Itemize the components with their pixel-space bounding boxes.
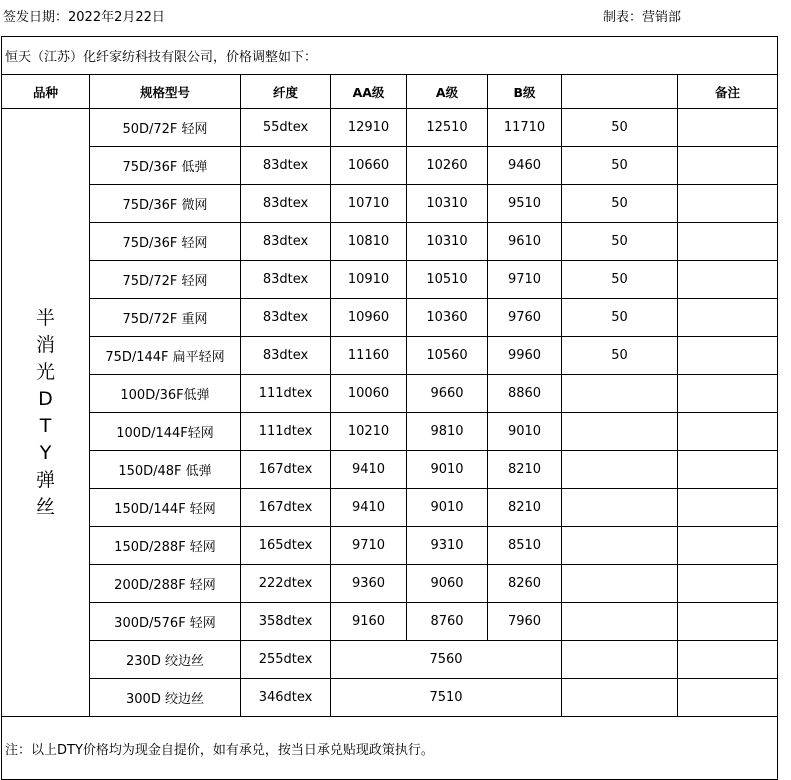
denier-cell: 83dtex xyxy=(241,147,331,185)
b-price-cell: 9760 xyxy=(488,299,562,337)
b-price-cell: 9710 xyxy=(488,261,562,299)
a-price-cell: 10560 xyxy=(407,337,488,375)
b-price-cell: 8260 xyxy=(488,565,562,603)
aa-price-cell: 10910 xyxy=(331,261,407,299)
a-price-cell: 12510 xyxy=(407,109,488,147)
extra-cell: 50 xyxy=(562,147,678,185)
header-variety: 品种 xyxy=(2,75,90,109)
extra-cell: 50 xyxy=(562,185,678,223)
issue-date: 签发日期：2022年2月22日 xyxy=(3,10,165,25)
denier-cell: 83dtex xyxy=(241,223,331,261)
spec-cell: 150D/144F 轻网 xyxy=(90,489,241,527)
aa-price-cell: 9410 xyxy=(331,489,407,527)
b-price-cell: 8210 xyxy=(488,489,562,527)
remark-cell xyxy=(678,527,778,565)
header-a: A级 xyxy=(407,75,488,109)
denier-cell: 111dtex xyxy=(241,413,331,451)
denier-cell: 83dtex xyxy=(241,185,331,223)
price-table xyxy=(1,36,778,780)
aa-price-cell: 10060 xyxy=(331,375,407,413)
category-char: 弹 xyxy=(35,468,55,491)
header-b: B级 xyxy=(488,75,562,109)
spec-cell: 75D/144F 扁平轻网 xyxy=(90,337,241,375)
remark-cell xyxy=(678,565,778,603)
remark-cell xyxy=(678,451,778,489)
aa-price-cell: 9710 xyxy=(331,527,407,565)
denier-cell: 83dtex xyxy=(241,299,331,337)
remark-cell xyxy=(678,603,778,641)
b-price-cell: 8510 xyxy=(488,527,562,565)
remark-cell xyxy=(678,109,778,147)
table-row xyxy=(2,375,778,413)
spec-cell: 150D/48F 低弹 xyxy=(90,451,241,489)
table-row xyxy=(2,641,778,679)
table-row xyxy=(2,527,778,565)
a-price-cell: 9060 xyxy=(407,565,488,603)
a-price-cell: 9660 xyxy=(407,375,488,413)
remark-cell xyxy=(678,337,778,375)
extra-cell: 50 xyxy=(562,337,678,375)
prepared-by: 制表：营销部 xyxy=(603,10,682,25)
remark-cell xyxy=(678,375,778,413)
aa-price-cell: 10960 xyxy=(331,299,407,337)
table-row xyxy=(2,185,778,223)
table-row xyxy=(2,337,778,375)
intro-text: 恒天（江苏）化纤家纺科技有限公司，价格调整如下： xyxy=(2,37,778,75)
denier-cell: 83dtex xyxy=(241,261,331,299)
remark-cell xyxy=(678,679,778,717)
spec-cell: 150D/288F 轻网 xyxy=(90,527,241,565)
extra-cell: 50 xyxy=(562,223,678,261)
extra-cell xyxy=(562,527,678,565)
extra-cell: 50 xyxy=(562,261,678,299)
header-aa: AA级 xyxy=(331,75,407,109)
table-row xyxy=(2,299,778,337)
extra-cell: 50 xyxy=(562,299,678,337)
table-row xyxy=(2,223,778,261)
a-price-cell: 10510 xyxy=(407,261,488,299)
b-price-cell: 8210 xyxy=(488,451,562,489)
table-row xyxy=(2,147,778,185)
remark-cell xyxy=(678,489,778,527)
a-price-cell: 8760 xyxy=(407,603,488,641)
aa-price-cell: 10810 xyxy=(331,223,407,261)
a-price-cell: 9010 xyxy=(407,489,488,527)
extra-cell xyxy=(562,489,678,527)
header-spec: 规格型号 xyxy=(90,75,241,109)
category-char: Y xyxy=(39,441,52,464)
header-extra xyxy=(562,75,678,109)
remark-cell xyxy=(678,147,778,185)
category-char: 消 xyxy=(35,333,55,356)
category-char: 半 xyxy=(35,306,55,329)
table-row xyxy=(2,489,778,527)
b-price-cell: 8860 xyxy=(488,375,562,413)
b-price-cell: 11710 xyxy=(488,109,562,147)
spec-cell: 230D 绞边丝 xyxy=(90,641,241,679)
extra-cell xyxy=(562,451,678,489)
extra-cell: 50 xyxy=(562,109,678,147)
remark-cell xyxy=(678,223,778,261)
merged-price-cell: 7560 xyxy=(331,641,562,679)
extra-cell xyxy=(562,603,678,641)
b-price-cell: 9460 xyxy=(488,147,562,185)
aa-price-cell: 10210 xyxy=(331,413,407,451)
extra-cell xyxy=(562,565,678,603)
aa-price-cell: 9410 xyxy=(331,451,407,489)
denier-cell: 346dtex xyxy=(241,679,331,717)
spec-cell: 75D/36F 低弹 xyxy=(90,147,241,185)
category-char: 丝 xyxy=(35,495,55,518)
footnote: 注：以上DTY价格均为现金自提价，如有承兑，按当日承兑贴现政策执行。 xyxy=(2,717,778,780)
remark-cell xyxy=(678,641,778,679)
a-price-cell: 9310 xyxy=(407,527,488,565)
denier-cell: 165dtex xyxy=(241,527,331,565)
spec-cell: 300D/576F 轻网 xyxy=(90,603,241,641)
a-price-cell: 10310 xyxy=(407,223,488,261)
b-price-cell: 9960 xyxy=(488,337,562,375)
denier-cell: 222dtex xyxy=(241,565,331,603)
spec-cell: 75D/36F 微网 xyxy=(90,185,241,223)
extra-cell xyxy=(562,679,678,717)
spec-cell: 200D/288F 轻网 xyxy=(90,565,241,603)
spec-cell: 50D/72F 轻网 xyxy=(90,109,241,147)
aa-price-cell: 10660 xyxy=(331,147,407,185)
b-price-cell: 9610 xyxy=(488,223,562,261)
category-char: 光 xyxy=(35,360,55,383)
category-cell xyxy=(2,109,90,717)
note-row xyxy=(2,717,778,780)
b-price-cell: 9010 xyxy=(488,413,562,451)
table-row xyxy=(2,109,778,147)
header-remark: 备注 xyxy=(678,75,778,109)
remark-cell xyxy=(678,299,778,337)
spec-cell: 300D 绞边丝 xyxy=(90,679,241,717)
remark-cell xyxy=(678,261,778,299)
table-row xyxy=(2,261,778,299)
aa-price-cell: 9160 xyxy=(331,603,407,641)
a-price-cell: 10260 xyxy=(407,147,488,185)
denier-cell: 167dtex xyxy=(241,451,331,489)
denier-cell: 55dtex xyxy=(241,109,331,147)
denier-cell: 358dtex xyxy=(241,603,331,641)
denier-cell: 255dtex xyxy=(241,641,331,679)
a-price-cell: 10360 xyxy=(407,299,488,337)
category-char: D xyxy=(38,387,53,410)
a-price-cell: 10310 xyxy=(407,185,488,223)
table-row xyxy=(2,451,778,489)
table-row xyxy=(2,413,778,451)
spec-cell: 100D/36F低弹 xyxy=(90,375,241,413)
remark-cell xyxy=(678,413,778,451)
remark-cell xyxy=(678,185,778,223)
spec-cell: 75D/36F 轻网 xyxy=(90,223,241,261)
spec-cell: 75D/72F 轻网 xyxy=(90,261,241,299)
aa-price-cell: 12910 xyxy=(331,109,407,147)
aa-price-cell: 11160 xyxy=(331,337,407,375)
extra-cell xyxy=(562,413,678,451)
a-price-cell: 9810 xyxy=(407,413,488,451)
table-row xyxy=(2,603,778,641)
header-row xyxy=(2,75,778,109)
spec-cell: 75D/72F 重网 xyxy=(90,299,241,337)
b-price-cell: 7960 xyxy=(488,603,562,641)
extra-cell xyxy=(562,641,678,679)
b-price-cell: 9510 xyxy=(488,185,562,223)
table-row xyxy=(2,679,778,717)
spec-cell: 100D/144F轻网 xyxy=(90,413,241,451)
merged-price-cell: 7510 xyxy=(331,679,562,717)
aa-price-cell: 10710 xyxy=(331,185,407,223)
header-denier: 纤度 xyxy=(241,75,331,109)
table-row xyxy=(2,565,778,603)
extra-cell xyxy=(562,375,678,413)
denier-cell: 83dtex xyxy=(241,337,331,375)
aa-price-cell: 9360 xyxy=(331,565,407,603)
denier-cell: 167dtex xyxy=(241,489,331,527)
denier-cell: 111dtex xyxy=(241,375,331,413)
a-price-cell: 9010 xyxy=(407,451,488,489)
category-char: T xyxy=(39,414,52,437)
